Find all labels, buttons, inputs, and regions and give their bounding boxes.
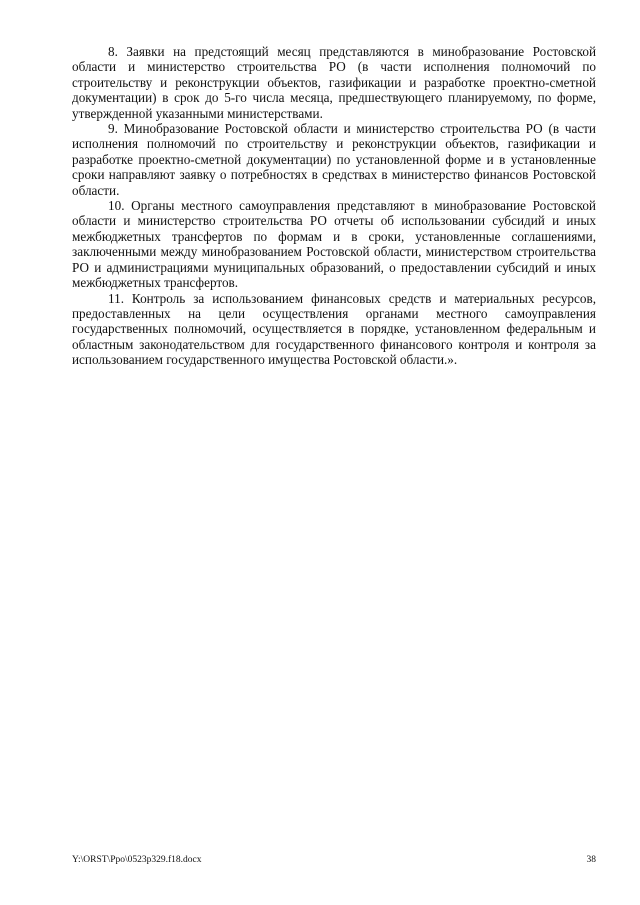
page-number: 38 <box>586 855 596 865</box>
paragraph-8: 8. Заявки на предстоящий месяц представляются в минобразование Ростовской области и министерство строительства РО (в части исполнения полномочий по строительству и реконструкции объектов, газификации и разработке проектно-сметной документации) в срок до 5-го числа месяца, предшествующего планируемому, по форме, утвержденной указанными министерствами. <box>72 44 596 121</box>
paragraph-10: 10. Органы местного самоуправления представляют в минобразование Ростовской области и министерство строительства РО отчеты об использовании субсидий и иных межбюджетных трансфертов по формам и в сроки, установленные соглашениями, заключенными между минобразованием Ростовской области, министерством строительства РО и администрациями муниципальных образований, о предоставлении субсидий и иных межбюджетных трансфертов. <box>72 198 596 291</box>
document-body <box>72 44 596 368</box>
paragraph-9: 9. Минобразование Ростовской области и министерство строительства РО (в части исполнения полномочий по строительству и реконструкции объектов, газификации и разработке проектно-сметной документации) по установленной форме и в установленные сроки направляют заявку о потребностях в средствах в министерство финансов Ростовской области. <box>72 121 596 198</box>
paragraph-11: 11. Контроль за использованием финансовых средств и материальных ресурсов, предоставленных на цели осуществления органами местного самоуправления государственных полномочий, осуществляется в порядке, установленном федеральным и областным законодательством для государственного финансового контроля и контроля за использованием государственного имущества Ростовской области.». <box>72 290 596 368</box>
page-footer <box>72 854 596 868</box>
footer-file-path: Y:\ORST\Ppo\0523p329.f18.docx <box>72 855 202 865</box>
